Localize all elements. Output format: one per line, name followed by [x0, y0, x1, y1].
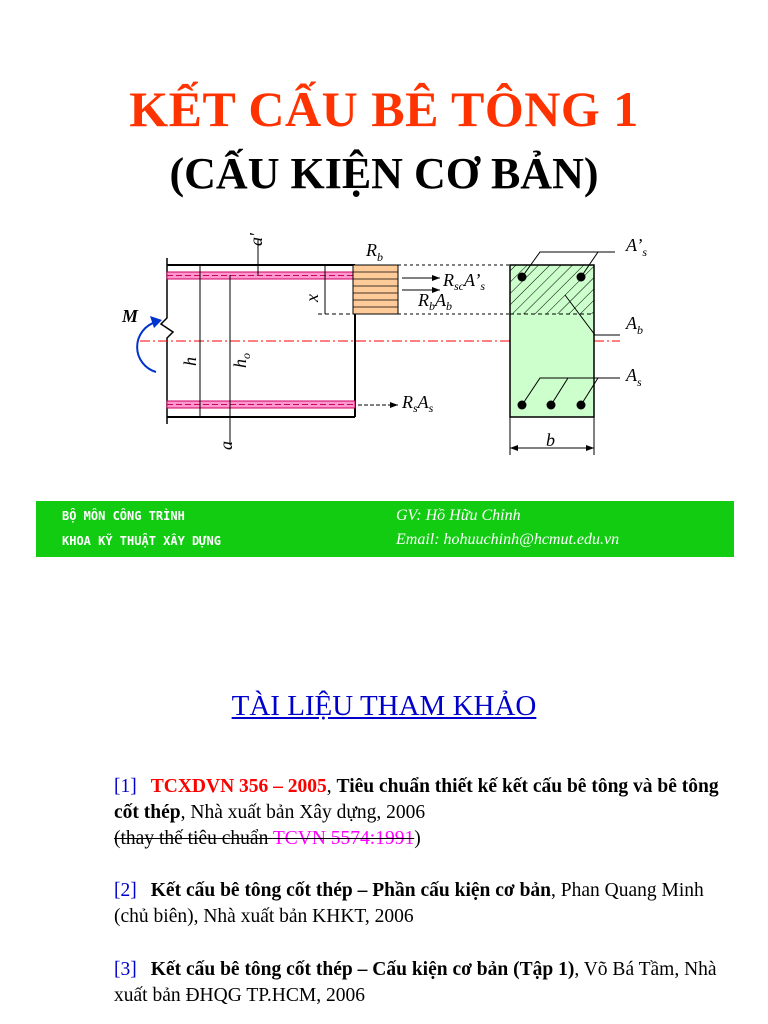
reference-item-2 — [114, 878, 734, 930]
reference-number: [1] — [114, 776, 137, 797]
label-rb-ab: $R_bA_b$ — [418, 290, 452, 313]
label-h: h — [180, 357, 200, 366]
lecturer-name: GV: Hồ Hữu Chỉnh — [396, 507, 521, 524]
label-ho: $h_o$ — [230, 353, 253, 368]
label-x: x — [302, 294, 322, 302]
label-as: $A_s$ — [626, 365, 642, 389]
references-heading: TÀI LIỆU THAM KHẢO — [231, 690, 537, 722]
faculty-name: KHOA KỸ THUẬT XÂY DỰNG — [62, 534, 221, 548]
reference-details: , Võ Bá Tầm, Nhà xuất bản ĐHQG TP.HCM, 2006 — [114, 959, 717, 1006]
title-line-1: KẾT CẤU BÊ TÔNG 1 — [129, 81, 639, 137]
reference-item-1: [1] TCXDVN 356 – 2005, Tiêu chuẩn thiết kế kết cấu bê tông và bê tông cốt thép, Nhà xuất bản Xây dựng, 2006 (thay thế tiêu chuẩn TCVN 5574:1991) — [114, 776, 719, 849]
reference-publisher: , Nhà xuất bản Xây dựng, 2006 — [180, 802, 426, 823]
beam-section-diagram — [100, 222, 700, 460]
label-ab: $A_b$ — [626, 313, 643, 337]
label-b: b — [546, 430, 555, 450]
label-moment: M — [122, 306, 139, 326]
reference-item-3 — [114, 957, 734, 1009]
label-a: a — [216, 441, 236, 450]
title-line-2: (CẤU KIỆN CƠ BẢN) — [169, 149, 599, 198]
label-rb: $R_b$ — [366, 240, 383, 264]
reference-title: Kết cấu bê tông cốt thép – Phần cấu kiện cơ bản — [150, 880, 552, 901]
reference-note: (thay thế tiêu chuẩn TCVN 5574:1991 — [114, 828, 415, 849]
label-rs-as: $R_sA_s$ — [402, 392, 434, 415]
stress-block — [353, 265, 510, 405]
label-as-prime: $A’_s$ — [626, 235, 647, 259]
reference-standard: TCXDVN 356 – 2005 — [150, 776, 327, 797]
label-a-prime: a' — [246, 233, 266, 246]
author-banner — [36, 501, 734, 557]
cross-section — [510, 252, 620, 455]
department-name: BỘ MÔN CÔNG TRÌNH — [62, 509, 185, 523]
lecturer-email: Email: hohuuchinh@hcmut.edu.vn — [396, 531, 620, 548]
reference-number: [2] — [114, 880, 137, 901]
reference-title: Tiêu chuẩn thiết kế kết cấu bê tông và bê tông cốt thép — [114, 776, 719, 823]
reference-number: [3] — [114, 959, 137, 980]
label-rsc-as-prime: $R_{sc}A’_s$ — [443, 270, 485, 293]
reference-title: Kết cấu bê tông cốt thép – Cấu kiện cơ bản (Tập 1) — [150, 959, 575, 980]
reference-details: , Phan Quang Minh (chủ biên), Nhà xuất bản KHKT, 2006 — [114, 880, 704, 927]
